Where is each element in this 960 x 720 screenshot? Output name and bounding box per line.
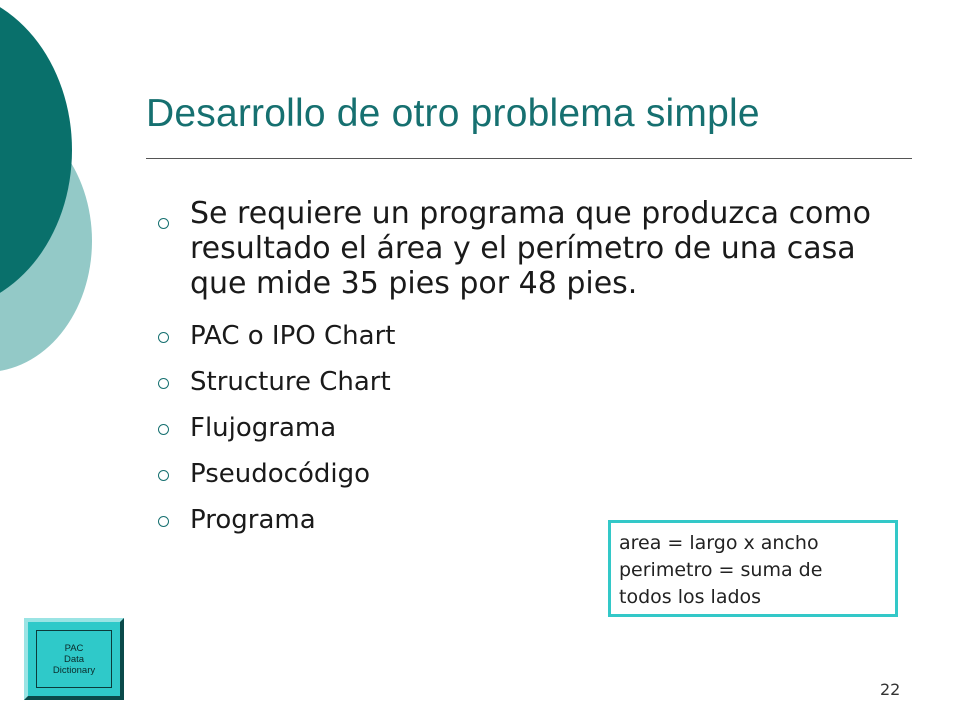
bullet-circle-icon	[158, 470, 169, 481]
pac-data-dictionary-button[interactable]	[24, 618, 124, 700]
dictionary-button-label: PAC	[64, 642, 84, 654]
note-line: todos los lados	[619, 586, 762, 608]
bullet-item	[156, 367, 876, 397]
formula-note-box	[608, 520, 898, 617]
dictionary-button-label: Data	[63, 653, 85, 665]
dictionary-button-label: Dictionary	[52, 664, 96, 676]
bullet-text: Structure Chart	[190, 367, 391, 397]
bullet-text: Flujograma	[190, 413, 337, 443]
bullet-item	[156, 321, 876, 351]
bullet-list	[156, 196, 876, 551]
bullet-circle-icon	[158, 516, 169, 527]
bullet-text: Programa	[190, 505, 316, 535]
bullet-text: Pseudocódigo	[190, 459, 370, 489]
bullet-text: PAC o IPO Chart	[190, 321, 396, 351]
bullet-circle-icon	[158, 424, 169, 435]
note-line: area = largo x ancho	[619, 532, 819, 554]
bullet-item	[156, 459, 876, 489]
slide-title: Desarrollo de otro problema simple	[146, 92, 760, 135]
bullet-item	[156, 196, 876, 301]
bullet-circle-icon	[158, 332, 169, 343]
bullet-circle-icon	[158, 378, 169, 389]
bullet-circle-icon	[158, 218, 169, 229]
bullet-text: Se requiere un programa que produzca como resultado el área y el perímetro de una casa que mide 35 pies por 48 pies.	[190, 196, 871, 301]
page-number: 22	[880, 680, 901, 699]
note-line: perimetro = suma de	[619, 559, 823, 581]
title-divider	[146, 158, 912, 159]
bullet-item	[156, 413, 876, 443]
dictionary-button-face[interactable]	[36, 630, 112, 688]
